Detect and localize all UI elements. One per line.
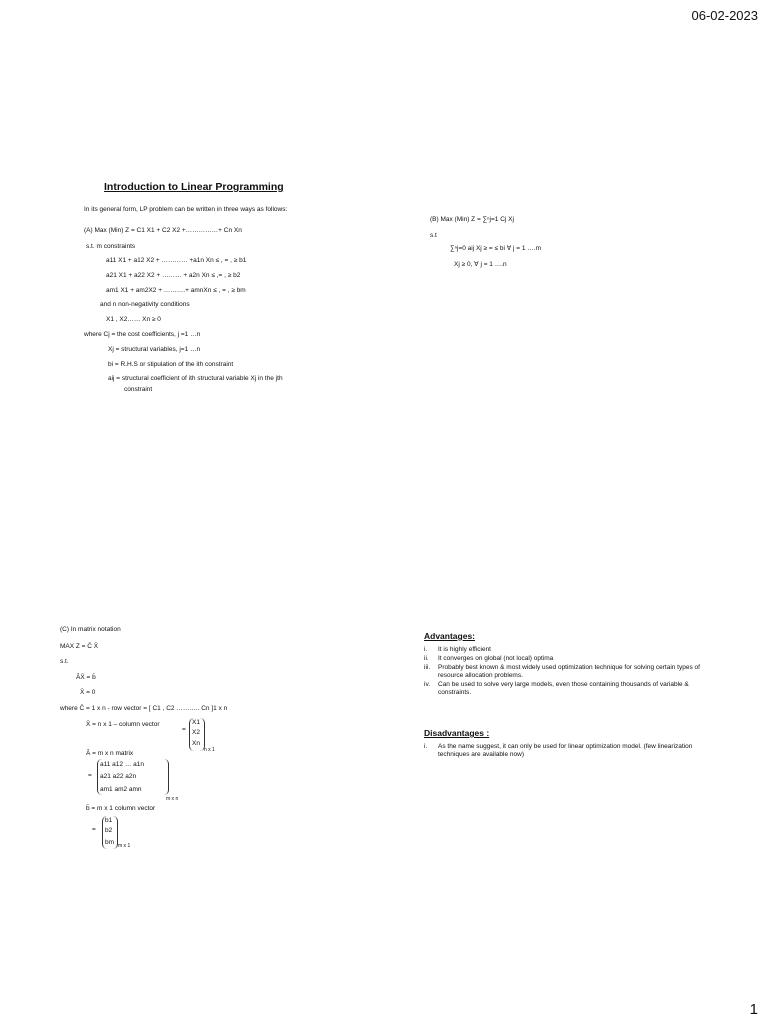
constraint-2: a21 X1 + a22 X2 + ……… + a2n Xn ≤ ,= , ≥ b2 <box>106 272 241 279</box>
slide-date: 06-02-2023 <box>691 8 758 23</box>
list-item-number: iii. <box>424 664 431 671</box>
b-vector-1: b1 <box>105 817 113 824</box>
list-item <box>424 664 702 680</box>
advantages-heading: Advantages: <box>424 631 476 641</box>
list-item-text: It converges on global (not local) optima <box>438 655 554 662</box>
list-item-text: It is highly efficient <box>438 646 491 653</box>
form-c-max: MAX Z = C̄ X̄ <box>60 643 99 650</box>
list-item <box>424 655 702 663</box>
advantages-list <box>424 646 702 698</box>
nonneg-expression: X1 , X2…… Xn ≥ 0 <box>106 316 161 323</box>
x-equals: = <box>182 726 186 733</box>
where-coefficient: aij = structural coefficient of ith structural variable Xj in the jth <box>108 375 283 382</box>
list-item-number: i. <box>424 743 428 750</box>
b-vector-m: bm <box>105 839 115 846</box>
x-column-label: X̄ = n x 1 – column vector <box>86 721 160 728</box>
list-item-number: ii. <box>424 655 429 662</box>
constraint-1: a11 X1 + a12 X2 + ………… +a1n Xn ≤ , = , ≥ b1 <box>106 257 247 264</box>
a-equals: = <box>88 772 92 779</box>
page-number: 1 <box>749 1001 758 1018</box>
list-item-text: As the name suggest, it can only be used for linear optimization model. (few linearization techniques are available now) <box>438 743 693 758</box>
form-a-objective: (A) Max (Min) Z = C1 X1 + C2 X2 +……………+ Cn Xn <box>84 227 242 234</box>
form-b-sum: ∑ⁿj=0 aij Xj ≥ = ≤ bi ∀ j = 1 ….m <box>450 245 542 252</box>
x-vector-n: Xn <box>192 740 200 747</box>
b-vector-2: b2 <box>105 827 113 834</box>
form-c-where: where C̄ = 1 x n - row vector = [ C1 , C2 ……….. Cn ]1 x n <box>60 705 228 712</box>
slide-title: Introduction to Linear Programming <box>104 181 284 193</box>
form-c-x0: X̄ = 0 <box>80 689 96 696</box>
where-structural: Xj = structural variables, j=1 …n <box>108 346 201 353</box>
disadvantages-heading: Disadvantages : <box>424 728 490 738</box>
list-item <box>424 743 702 759</box>
form-c-st: s.t. <box>60 658 69 665</box>
nonneg-heading: and n non-negativity conditions <box>100 301 190 308</box>
b-equals: = <box>92 826 96 833</box>
a-matrix-row-2: a21 a22 a2n <box>100 773 137 780</box>
constraint-m: am1 X1 + am2X2 + ……….+ amnXn ≤ , = , ≥ bm <box>106 287 246 294</box>
list-item <box>424 646 702 654</box>
disadvantages-list <box>424 743 702 760</box>
b-vector-dim: m x 1 <box>118 843 131 849</box>
x-vector-1: X1 <box>192 719 200 726</box>
a-matrix-label: Ā = m x n matrix <box>86 750 134 757</box>
list-item-number: iv. <box>424 681 431 688</box>
b-vector-label: b̄ = m x 1 column vector <box>86 805 156 812</box>
intro-text: In its general form, LP problem can be written in three ways as follows: <box>84 206 288 213</box>
x-vector-dim: n x 1 <box>204 747 215 753</box>
where-rhs: bi = R.H.S or stipulation of the ith constraint <box>108 361 234 368</box>
list-item-number: i. <box>424 646 428 653</box>
form-b-st: s.t <box>430 232 437 239</box>
x-vector-2: X2 <box>192 729 200 736</box>
list-item <box>424 681 702 697</box>
list-item-text: Probably best known & most widely used optimization technique for solving certain types of resource allocation problems. <box>438 664 700 679</box>
a-matrix-dim: m x n <box>166 796 179 802</box>
form-c-heading: (C) In matrix notation <box>60 626 121 633</box>
where-cost: where Cj = the cost coefficients, j =1 …n <box>84 331 201 338</box>
form-c-ax: ĀX̄ = b̄ <box>76 674 96 681</box>
where-coefficient-cont: constraint <box>124 386 153 393</box>
constraints-heading: s.t. m constraints <box>86 243 136 250</box>
list-item-text: Can be used to solve very large models, even those containing thousands of variable & constraints. <box>438 681 689 696</box>
a-matrix-row-m: am1 am2 amn <box>100 786 142 793</box>
a-matrix-row-1: a11 a12 … a1n <box>100 761 144 768</box>
form-b-objective: (B) Max (Min) Z = ∑ⁿj=1 Cj Xj <box>430 216 514 223</box>
form-b-nonneg: Xj ≥ 0, ∀ j = 1 ….n <box>454 261 507 268</box>
